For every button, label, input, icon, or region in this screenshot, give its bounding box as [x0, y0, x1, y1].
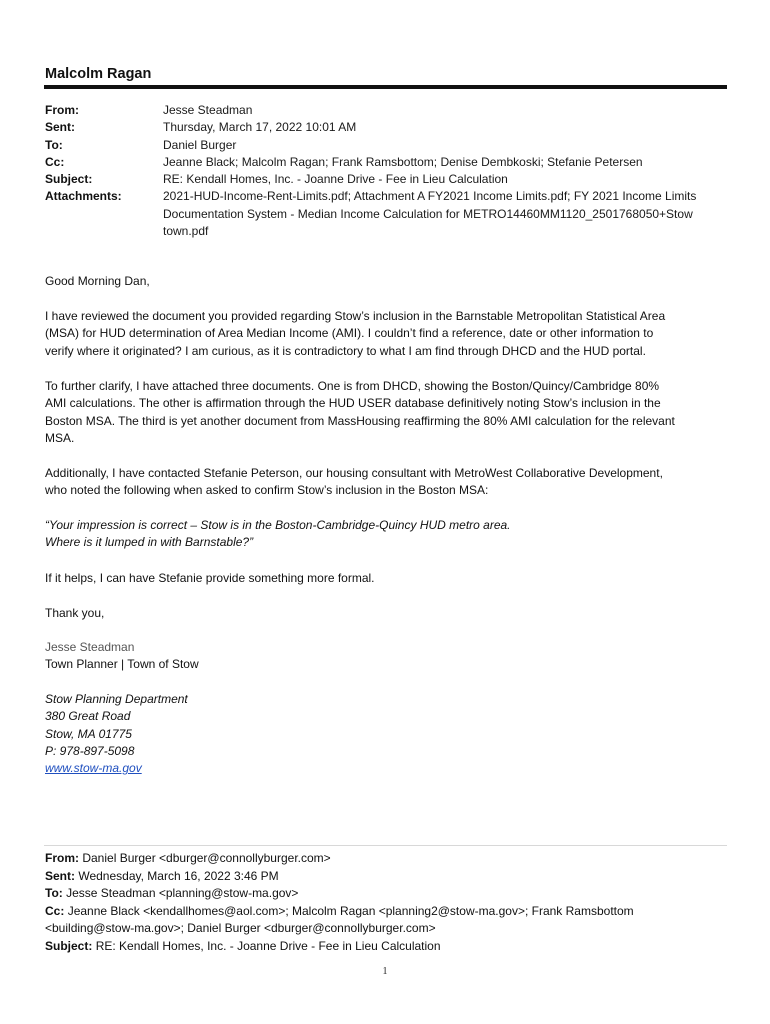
- cc-value: Jeanne Black; Malcolm Ragan; Frank Ramsbottom; Denise Dembkoski; Stefanie Petersen: [163, 154, 643, 169]
- email-header: [45, 102, 725, 240]
- page-number: 1: [382, 966, 388, 977]
- subject-label: Subject:: [45, 172, 93, 187]
- subject-value: RE: Kendall Homes, Inc. - Joanne Drive - Fee in Lieu Calculation: [163, 172, 508, 187]
- signature-phone: P: 978-897-5098: [45, 743, 135, 758]
- signature-block: [45, 639, 725, 674]
- attachments-label: Attachments:: [45, 189, 122, 204]
- from-value: Jesse Steadman: [163, 103, 253, 117]
- fwd-subject-value: RE: Kendall Homes, Inc. - Joanne Drive - Fee in Lieu Calculation: [95, 938, 441, 953]
- fwd-to-value: Jesse Steadman <planning@stow-ma.gov>: [66, 886, 299, 900]
- paragraph-2: [45, 378, 725, 447]
- quote-line-2: Where is it lumped in with Barnstable?”: [45, 535, 254, 550]
- fwd-from-label: From:: [45, 851, 79, 865]
- closing-thanks: Thank you,: [45, 606, 105, 620]
- paragraph-2-line-1: To further clarify, I have attached three documents. One is from DHCD, showing the Boston/Quincy/Cambridge 80%: [45, 379, 660, 393]
- fwd-to-label: To:: [45, 886, 63, 900]
- forwarded-header: [45, 850, 725, 955]
- paragraph-1: [45, 308, 725, 360]
- fwd-cc-value-1: Jeanne Black <kendallhomes@aol.com>; Malcolm Ragan <planning2@stow-ma.gov>; Frank Ramsbottom: [67, 903, 634, 918]
- paragraph-3-line-2: who noted the following when asked to confirm Stow’s inclusion in the Boston MSA:: [45, 483, 489, 498]
- header-cc-row: [45, 154, 725, 171]
- fwd-from-row: [45, 850, 725, 868]
- attachments-line-2: Documentation System - Median Income Calculation for METRO14460MM1120_2501768050+Stow: [163, 206, 693, 221]
- fwd-cc-row: [45, 903, 725, 921]
- fwd-sent-value: Wednesday, March 16, 2022 3:46 PM: [78, 868, 279, 883]
- fwd-cc-row-2: <building@stow-ma.gov>; Daniel Burger <dburger@connollyburger.com>: [45, 921, 436, 935]
- paragraph-1-line-1: I have reviewed the document you provided regarding Stow’s inclusion in the Barnstable Metropolitan Statistical Area: [45, 309, 666, 323]
- fwd-subject-label: Subject:: [45, 938, 93, 953]
- attachments-value[interactable]: [163, 188, 725, 240]
- forward-divider: [44, 845, 727, 846]
- header-to-row: [45, 137, 725, 154]
- header-subject-row: [45, 171, 725, 188]
- signature-address-2: Stow, MA 01775: [45, 726, 132, 741]
- to-value: Daniel Burger: [163, 137, 237, 152]
- fwd-from-value: Daniel Burger <dburger@connollyburger.com>: [82, 851, 331, 865]
- quote-block: [45, 517, 725, 552]
- paragraph-3-line-1: Additionally, I have contacted Stefanie Peterson, our housing consultant with MetroWest Collaborative Development,: [45, 466, 663, 480]
- signature-dept: Stow Planning Department: [45, 692, 188, 706]
- fwd-to-row: [45, 885, 725, 903]
- quote-line-1: “Your impression is correct – Stow is in the Boston-Cambridge-Quincy HUD metro area.: [45, 518, 511, 532]
- signature-contact: [45, 691, 725, 777]
- greeting: Good Morning Dan,: [45, 274, 150, 288]
- signature-name: Jesse Steadman: [45, 640, 135, 654]
- header-from-row: [45, 102, 725, 119]
- paragraph-1-line-3: verify where it originated? I am curious, as it is contradictory to what I am find through DHCD and the HUD portal.: [45, 343, 646, 358]
- sent-label: Sent:: [45, 120, 75, 135]
- fwd-sent-label: Sent:: [45, 868, 75, 883]
- fwd-cc-label: Cc:: [45, 903, 65, 918]
- recipient-heading: Malcolm Ragan: [45, 66, 152, 82]
- signature-address-1: 380 Great Road: [45, 709, 131, 724]
- paragraph-2-line-4: MSA.: [45, 430, 75, 445]
- paragraph-3: [45, 465, 725, 500]
- cc-label: Cc:: [45, 154, 65, 169]
- paragraph-2-line-3: Boston MSA. The third is yet another document from MassHousing reaffirming the 80% AMI calculation for the relevant: [45, 413, 675, 428]
- from-label: From:: [45, 103, 79, 117]
- paragraph-2-line-2: AMI calculations. The other is affirmation through the HUD USER database definitively noting Stow’s inclusion in the: [45, 396, 661, 411]
- attachments-line-1: 2021-HUD-Income-Rent-Limits.pdf; Attachment A FY2021 Income Limits.pdf; FY 2021 Income Limits: [163, 189, 697, 204]
- heading-rule: [44, 85, 727, 89]
- signature-website-link[interactable]: www.stow-ma.gov: [45, 761, 142, 776]
- fwd-subject-row: [45, 938, 725, 956]
- sent-value: Thursday, March 17, 2022 10:01 AM: [163, 120, 357, 135]
- header-attachments-row: [45, 188, 725, 240]
- header-sent-row: [45, 119, 725, 136]
- to-label: To:: [45, 137, 63, 152]
- paragraph-1-line-2: (MSA) for HUD determination of Area Median Income (AMI). I couldn’t find a reference, date or other information to: [45, 326, 654, 341]
- attachments-line-3: town.pdf: [163, 224, 209, 239]
- signature-title: Town Planner | Town of Stow: [45, 657, 199, 672]
- paragraph-4: If it helps, I can have Stefanie provide something more formal.: [45, 571, 375, 585]
- fwd-sent-row: [45, 868, 725, 886]
